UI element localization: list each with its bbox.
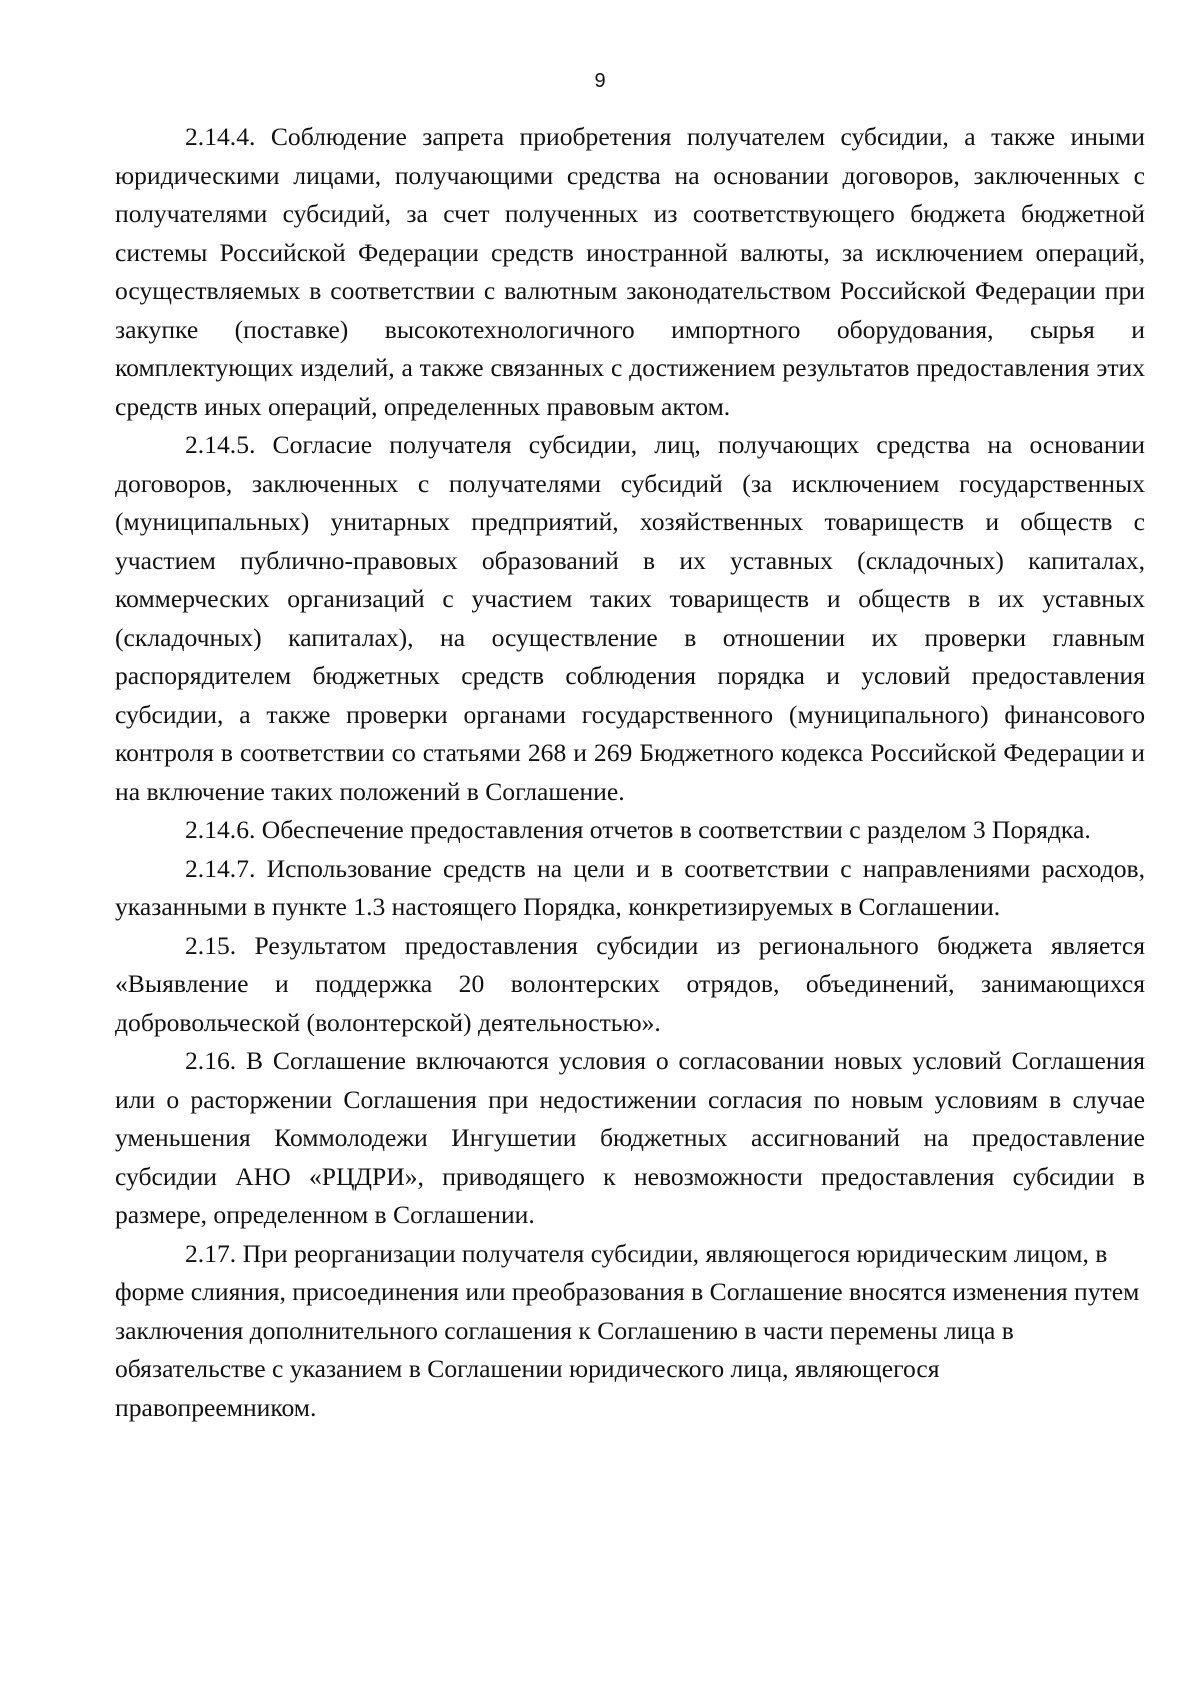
document-body [115,118,1145,1427]
paragraph-2-14-5: 2.14.5. Согласие получателя субсидии, лиц, получающих средства на основании договоров, заключенных с получателями субсидий (за исключением государственных (муниципальных) унитарных предприятий, хозяйственных товариществ и обществ с участием публично-правовых образований в их уставных (складочных) капиталах, коммерческих организаций с участием таких товариществ и обществ в их уставных (складочных) капиталах), на осуществление в отношении их проверки главным распорядителем бюджетных средств соблюдения порядка и условий предоставления субсидии, а также проверки органами государственного (муниципального) финансового контроля в соответствии со статьями 268 и 269 Бюджетного кодекса Российской Федерации и на включение таких положений в Соглашение. [115,430,1145,806]
paragraph-2-14-7: 2.14.7. Использование средств на цели и в соответствии с направлениями расходов, указанными в пункте 1.3 настоящего Порядка, конкретизируемых в Соглашении. [115,853,1145,921]
paragraph-2-14-4: 2.14.4. Соблюдение запрета приобретения получателем субсидии, а также иными юридическими лицами, получающими средства на основании договоров, заключенных с получателями субсидий, за счет полученных из соответствующего бюджета бюджетной системы Российской Федерации средств иностранной валюты, за исключением операций, осуществляемых в соответствии с валютным законодательством Российской Федерации при закупке (поставке) высокотехнологичного импортного оборудования, сырья и комплектующих изделий, а также связанных с достижением результатов предоставления этих средств иных операций, определенных правовым актом. [115,122,1145,421]
paragraph-2-17: 2.17. При реорганизации получателя субсидии, являющегося юридическим лицом, в форме слияния, присоединения или преобразования в Соглашение вносятся изменения путем заключения дополнительного соглашения к Соглашению в части перемены лица в обязательстве с указанием в Соглашении юридического лица, являющегося правопреемником. [115,1238,1140,1422]
page-number: 9 [594,70,606,92]
paragraph-2-15: 2.15. Результатом предоставления субсидии из регионального бюджета является «Выявление и поддержка 20 волонтерских отрядов, объединений, занимающихся добровольческой (волонтерской) деятельностью». [115,930,1145,1037]
paragraph-2-16: 2.16. В Соглашение включаются условия о согласовании новых условий Соглашения или о расторжении Соглашения при недостижении согласия по новым условиям в случае уменьшения Коммолодежи Ингушетии бюджетных ассигнований на предоставление субсидии АНО «РЦДРИ», приводящего к невозможности предоставления субсидии в размере, определенном в Соглашении. [115,1046,1145,1229]
paragraph-2-14-6: 2.14.6. Обеспечение предоставления отчетов в соответствии с разделом 3 Порядка. [185,815,1091,844]
